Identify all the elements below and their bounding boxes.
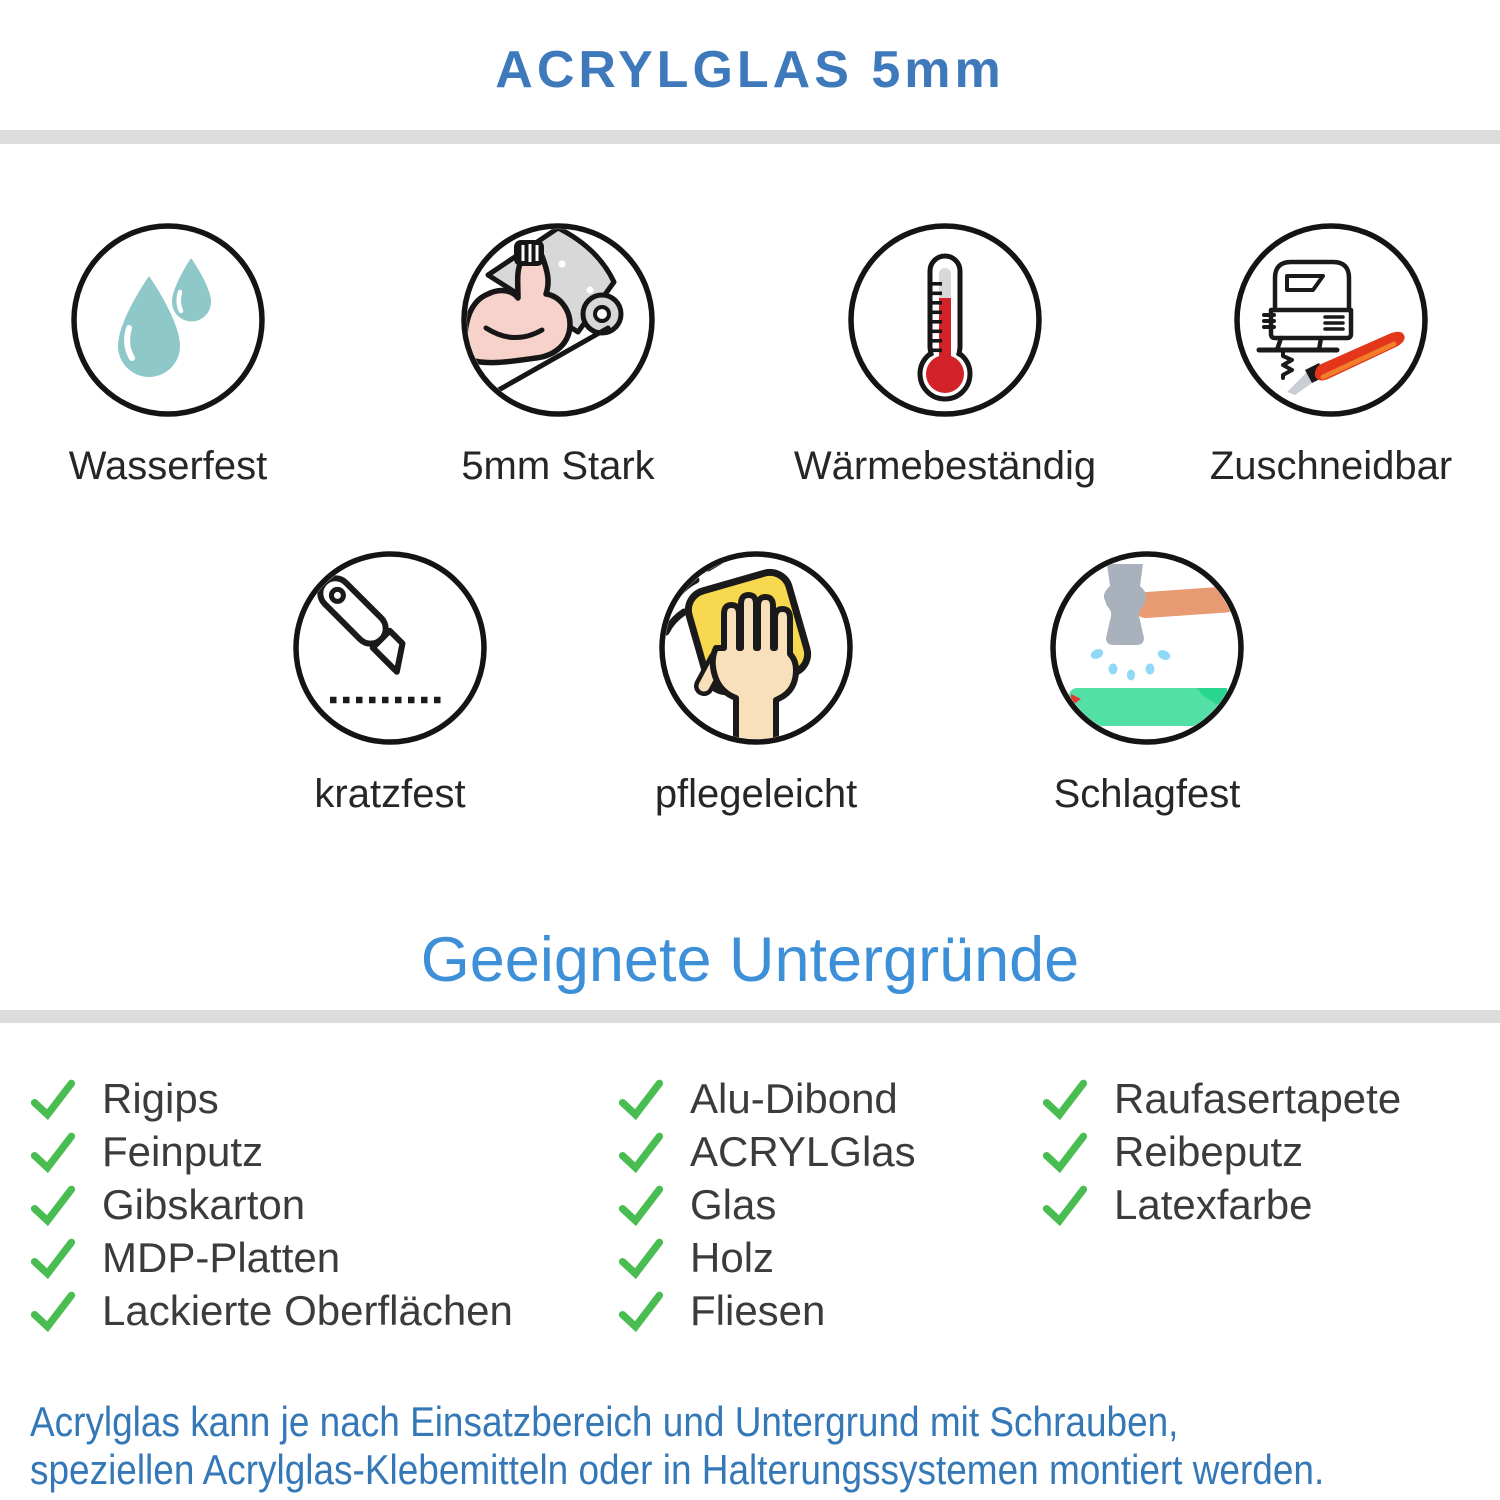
footer-note	[30, 1398, 1500, 1494]
check-icon	[30, 1182, 76, 1228]
check-icon	[618, 1182, 664, 1228]
feature-card-schlagfest	[947, 548, 1347, 817]
list-item: Feinputz	[30, 1125, 513, 1178]
list-item: Lackierte Oberflächen	[30, 1284, 513, 1337]
page-title: ACRYLGLAS 5mm	[495, 41, 1005, 99]
list-item: Rigips	[30, 1072, 513, 1125]
feature-card-pflegeleicht	[556, 548, 956, 817]
footer-line-2: speziellen Acrylglas-Klebemitteln oder in Halterungssystemen montiert werden.	[30, 1446, 1325, 1493]
check-icon	[1042, 1129, 1088, 1175]
check-icon	[1042, 1182, 1088, 1228]
jigsaw-cutter-icon	[1231, 220, 1431, 420]
section-title-untergruende: Geeignete Untergründe	[420, 925, 1080, 995]
hammer-impact-icon	[1047, 548, 1247, 748]
surfaces-column-1	[30, 1072, 513, 1337]
footer-line-1: Acrylglas kann je nach Einsatzbereich und Untergrund mit Schrauben,	[30, 1398, 1179, 1445]
list-item: Alu-Dibond	[618, 1072, 916, 1125]
list-item: Gibskarton	[30, 1178, 513, 1231]
feature-label: Zuschneidbar	[1209, 444, 1453, 488]
list-item: ACRYLGlas	[618, 1125, 916, 1178]
feature-label: Wärmebeständig	[793, 444, 1097, 488]
list-item: Reibeputz	[1042, 1125, 1401, 1178]
check-icon	[30, 1235, 76, 1281]
list-item: Latexfarbe	[1042, 1178, 1401, 1231]
check-icon	[30, 1129, 76, 1175]
feature-card-zuschneidbar	[1131, 220, 1500, 489]
list-item: Holz	[618, 1231, 916, 1284]
check-icon	[1042, 1076, 1088, 1122]
feature-label: pflegeleicht	[654, 772, 858, 816]
check-icon	[30, 1288, 76, 1334]
wiping-hand-icon	[656, 548, 856, 748]
list-item: Glas	[618, 1178, 916, 1231]
check-icon	[30, 1076, 76, 1122]
list-item: Fliesen	[618, 1284, 916, 1337]
thermometer-icon	[845, 220, 1045, 420]
feature-card-waermebestaendig	[745, 220, 1145, 489]
surfaces-column-2	[618, 1072, 916, 1337]
feature-label: kratzfest	[314, 772, 466, 816]
divider-bar-top	[0, 130, 1500, 144]
feature-card-kratzfest	[190, 548, 590, 817]
water-drops-icon	[68, 220, 268, 420]
divider-bar-middle	[0, 1010, 1500, 1023]
utility-knife-icon	[290, 548, 490, 748]
feature-label: Schlagfest	[1053, 772, 1241, 816]
feature-label: 5mm Stark	[461, 444, 655, 488]
feature-label: Wasserfest	[68, 444, 268, 488]
list-item: Raufasertapete	[1042, 1072, 1401, 1125]
check-icon	[618, 1076, 664, 1122]
list-item: MDP-Platten	[30, 1231, 513, 1284]
check-icon	[618, 1129, 664, 1175]
feature-card-5mm-stark	[358, 220, 758, 489]
check-icon	[618, 1288, 664, 1334]
strong-arm-icon	[458, 220, 658, 420]
feature-card-wasserfest	[0, 220, 368, 489]
check-icon	[618, 1235, 664, 1281]
surfaces-column-3	[1042, 1072, 1401, 1231]
